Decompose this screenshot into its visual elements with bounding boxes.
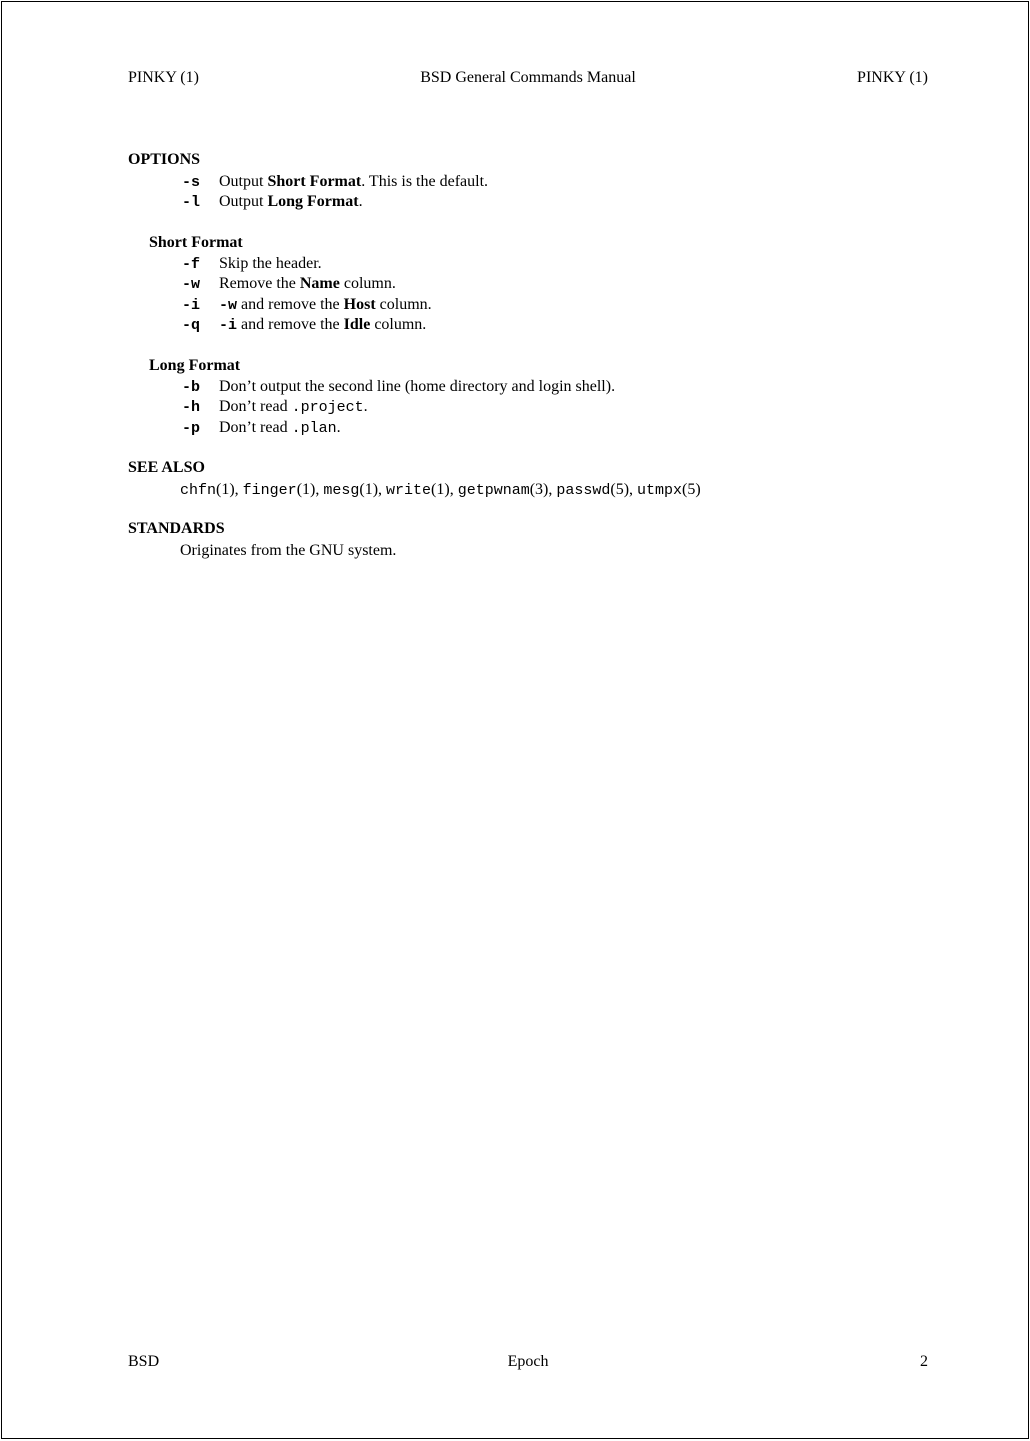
option-text: Output (219, 193, 268, 210)
section-heading-options: OPTIONS (128, 151, 201, 168)
option-flag: -p (182, 420, 201, 437)
subsection-heading-long-format: Long Format (149, 357, 241, 374)
file-name: .project (291, 399, 364, 416)
option-flag: -w (182, 276, 201, 293)
ref-section: (1) (431, 481, 450, 498)
header-right: PINKY (1) (857, 69, 928, 86)
option-text: Remove the (219, 275, 300, 292)
ref-section: (1) (296, 481, 316, 498)
ref-name: passwd (556, 482, 611, 499)
see-also-ref (637, 481, 701, 498)
option-s (182, 173, 488, 191)
header-center: BSD General Commands Manual (420, 69, 636, 86)
ref-name: mesg (323, 482, 360, 499)
option-text: . (363, 398, 368, 415)
see-also-ref (243, 481, 316, 498)
option-emphasis: Name (299, 275, 340, 292)
ref-separator: , (548, 481, 557, 498)
option-flag: -f (182, 256, 201, 273)
see-also-list (180, 481, 701, 499)
see-also-ref (180, 481, 235, 498)
option-emphasis: Idle (343, 316, 371, 333)
ref-name: chfn (180, 482, 217, 499)
option-text: Don’t output the second line (home directory and login shell). (219, 378, 616, 395)
option-emphasis: Short Format (267, 173, 362, 190)
option-w (182, 275, 396, 293)
man-page (1, 1, 1029, 1439)
option-i (182, 296, 432, 314)
option-b (182, 378, 615, 396)
option-flag: -l (182, 194, 201, 211)
ref-name: getpwnam (457, 482, 530, 499)
see-also-ref (556, 481, 629, 498)
option-text: Skip the header. (219, 255, 322, 272)
ref-separator: , (449, 481, 458, 498)
option-q (182, 316, 426, 334)
option-text: and remove the (237, 296, 344, 313)
option-f (182, 255, 322, 273)
option-p (182, 419, 341, 437)
see-also-ref (323, 481, 378, 498)
option-emphasis: Long Format (267, 193, 359, 210)
option-text: . (358, 193, 363, 210)
ref-section: (5) (682, 481, 701, 498)
option-text: Output (219, 173, 268, 190)
option-text: and remove the (237, 316, 344, 333)
ref-section: (1) (216, 481, 235, 498)
footer-center: Epoch (507, 1353, 549, 1370)
page-footer (128, 1353, 928, 1375)
ref-separator: , (629, 481, 638, 498)
ref-name: write (386, 482, 432, 499)
header-left: PINKY (1) (128, 69, 199, 86)
option-emphasis: Host (343, 296, 376, 313)
ref-name: utmpx (637, 482, 683, 499)
option-flag: -s (182, 174, 201, 191)
see-also-ref (386, 481, 450, 498)
option-flag: -b (182, 379, 201, 396)
footer-left: BSD (128, 1353, 160, 1370)
ref-section: (3) (529, 481, 549, 498)
option-ref-flag: -w (219, 297, 238, 314)
ref-separator: , (234, 481, 243, 498)
option-text: column. (375, 296, 432, 313)
option-h (182, 398, 368, 416)
file-name: .plan (291, 420, 337, 437)
see-also-ref (458, 481, 549, 498)
option-text: column. (370, 316, 427, 333)
ref-separator: , (378, 481, 387, 498)
option-ref-flag: -i (219, 317, 238, 334)
option-text: Don’t read (219, 419, 292, 436)
section-heading-standards: STANDARDS (128, 520, 225, 537)
ref-separator: , (315, 481, 324, 498)
page-header (128, 69, 928, 91)
option-text: . (336, 419, 341, 436)
ref-section: (5) (610, 481, 630, 498)
standards-text: Originates from the GNU system. (180, 542, 397, 559)
ref-name: finger (242, 482, 297, 499)
subsection-heading-short-format: Short Format (149, 234, 243, 251)
option-l (182, 193, 363, 211)
option-flag: -i (182, 297, 201, 314)
ref-section: (1) (359, 481, 379, 498)
footer-page-number: 2 (920, 1353, 928, 1370)
option-text: column. (339, 275, 396, 292)
option-flag: -q (182, 317, 201, 334)
section-heading-see-also: SEE ALSO (128, 459, 205, 476)
option-text: . This is the default. (361, 173, 489, 190)
option-text: Don’t read (219, 398, 292, 415)
option-flag: -h (182, 399, 201, 416)
